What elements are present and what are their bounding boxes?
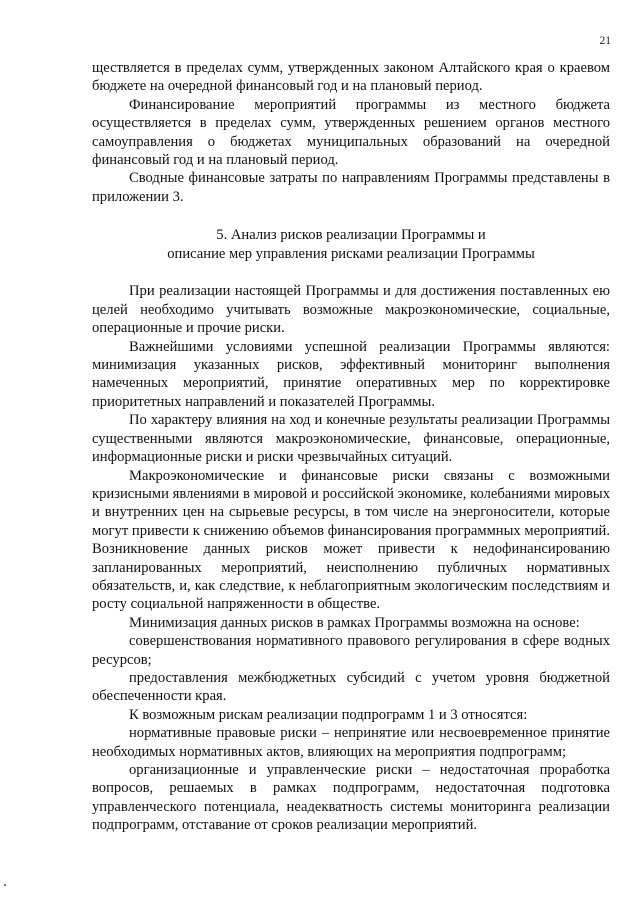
- page-number: 21: [599, 35, 611, 47]
- section-heading-line: 5. Анализ рисков реализации Программы и: [216, 227, 486, 244]
- section-heading: [92, 226, 610, 263]
- body-paragraph: Макроэкономические и финансовые риски связаны с возможными кризисными явлениями в мировой и российской экономике, колебаниями мировых и внутренних цен на сырьевые ресурсы, в том числе на энергоносители, которые могут привести к снижению объемов финансирования программных мероприятий. Возникновение данных рисков может привести к недофинансированию запланированных мероприятий, неисполнению публичных нормативных обязательств, и, как следствие, к неблагоприятным экологическим последствиям и росту социальной напряженности в обществе.: [92, 467, 610, 613]
- body-paragraph: ществляется в пределах сумм, утвержденных законом Алтайского края о краевом бюджете на очередной финансовый год и на плановый период.: [92, 60, 610, 95]
- list-item: совершенствования нормативного правового регулирования в сфере водных ресурсов;: [92, 633, 610, 668]
- body-paragraph: Сводные финансовые затраты по направлениям Программы представлены в приложении 3.: [92, 170, 610, 205]
- section-heading-line: описание мер управления рисками реализации Программы: [167, 245, 535, 262]
- body-paragraph: Минимизация данных рисков в рамках Программы возможна на основе:: [129, 614, 580, 631]
- list-item: предоставления межбюджетных субсидий с учетом уровня бюджетной обеспеченности края.: [92, 669, 610, 705]
- body-paragraph: По характеру влияния на ход и конечные результаты реализации Программы существенными являются макроэкономические, финансовые, операционные, информационные риски и риски чрезвычайных ситуаций.: [92, 412, 610, 466]
- list-item: нормативные правовые риски – непринятие или несвоевременное принятие необходимых нормативных актов, влияющих на мероприятия подпрограмм;: [92, 725, 610, 760]
- body-paragraph: К возможным рискам реализации подпрограмм 1 и 3 относятся:: [129, 706, 528, 723]
- scan-speck: [4, 884, 6, 886]
- document-body: [92, 59, 610, 835]
- body-paragraph: Важнейшими условиями успешной реализации Программы являются: минимизация указанных рисков, эффективный мониторинг выполнения намеченных мероприятий, принятие оперативных мер по корректировке приоритетных направлений и показателей Программы.: [92, 338, 610, 410]
- body-paragraph: Финансирование мероприятий программы из местного бюджета осуществляется в пределах сумм, утвержденных решением органов местного самоуправления о бюджетах муниципальных образований на очередной финансовый год и на плановый период.: [92, 96, 610, 169]
- list-item: организационные и управленческие риски – недостаточная проработка вопросов, решаемых в рамках подпрограмм, недостаточная подготовка управленческого потенциала, неадекватность системы мониторинга реализации подпрограмм, отставание от сроков реализации мероприятий.: [92, 762, 610, 834]
- body-paragraph: При реализации настоящей Программы и для достижения поставленных ею целей необходимо учитывать возможные макроэкономические, социальные, операционные и прочие риски.: [92, 283, 610, 337]
